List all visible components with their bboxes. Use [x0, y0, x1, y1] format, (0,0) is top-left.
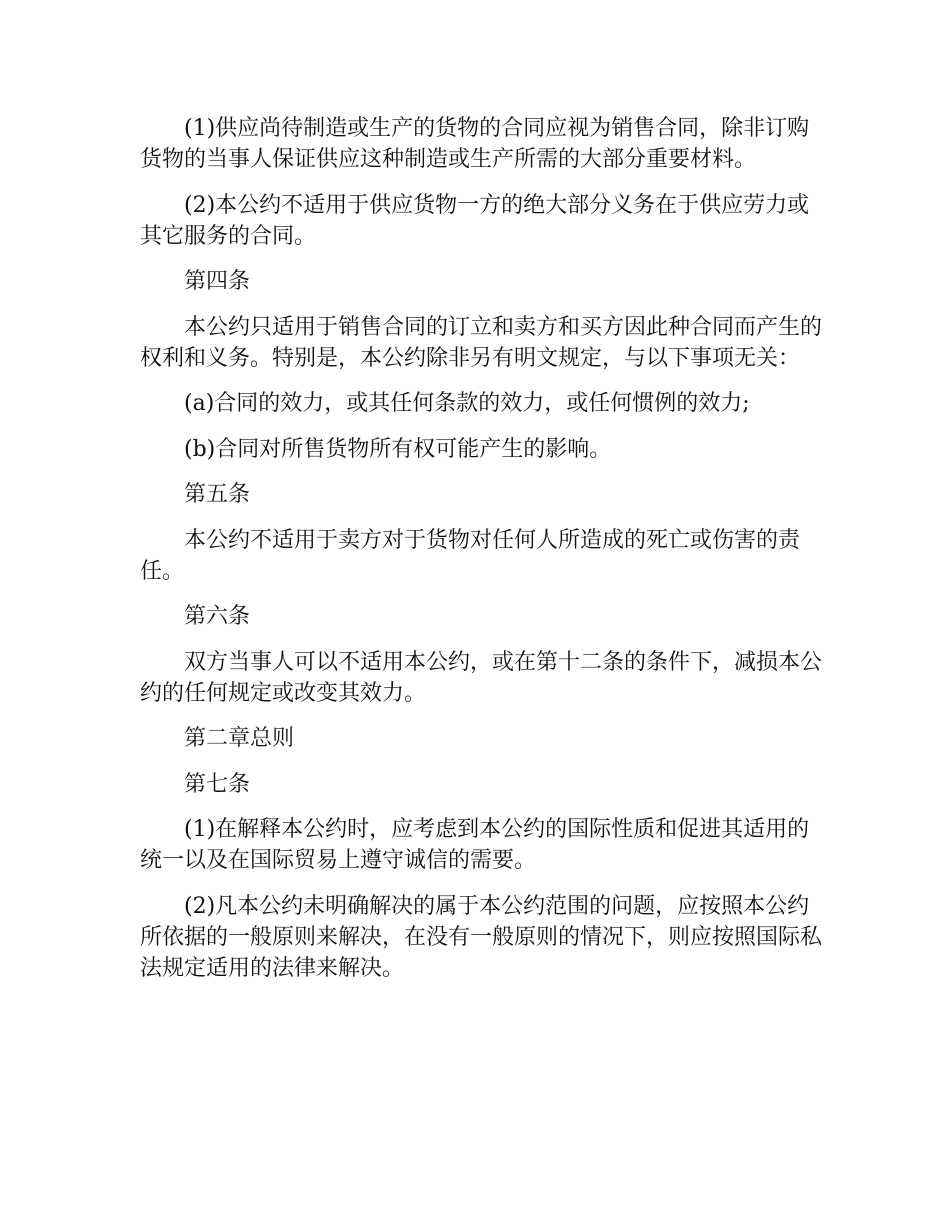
paragraph-article-7-2: (2)凡本公约未明确解决的属于本公约范围的问题，应按照本公约所依据的一般原则来解决，在没有一般原则的情况下，则应按照国际私法规定适用的法律来解决。 — [140, 893, 823, 981]
chapter-heading-2: 第二章总则 — [184, 726, 295, 751]
paragraph-item-b: (b)合同对所售货物所有权可能产生的影响。 — [184, 436, 612, 462]
article-heading-5: 第五条 — [184, 482, 251, 507]
paragraph-article-6: 双方当事人可以不适用本公约，或在第十二条的条件下，减损本公约的任何规定或改变其效力。 — [140, 649, 823, 706]
paragraph-article-5: 本公约不适用于卖方对于货物对任何人所造成的死亡或伤害的责任。 — [140, 527, 801, 584]
paragraph-item-a: (a)合同的效力，或其任何条款的效力，或任何惯例的效力; — [184, 391, 750, 416]
article-heading-6: 第六条 — [184, 604, 251, 629]
paragraph-article-7-1: (1)在解释本公约时，应考虑到本公约的国际性质和促进其适用的统一以及在国际贸易上遵守诚信的需要。 — [140, 817, 810, 873]
article-heading-4: 第四条 — [184, 269, 251, 294]
paragraph-supply-manufacture: (1)供应尚待制造或生产的货物的合同应视为销售合同，除非订购货物的当事人保证供应这种制造或生产所需的大部分重要材料。 — [140, 116, 810, 172]
paragraph-article-4: 本公约只适用于销售合同的订立和卖方和买方因此种合同而产生的权利和义务。特别是，本公约除非另有明文规定，与以下事项无关： — [140, 314, 823, 371]
paragraph-labour-services: (2)本公约不适用于供应货物一方的绝大部分义务在于供应劳力或其它服务的合同。 — [140, 192, 810, 249]
article-heading-7: 第七条 — [184, 771, 251, 797]
document-body — [140, 113, 830, 998]
